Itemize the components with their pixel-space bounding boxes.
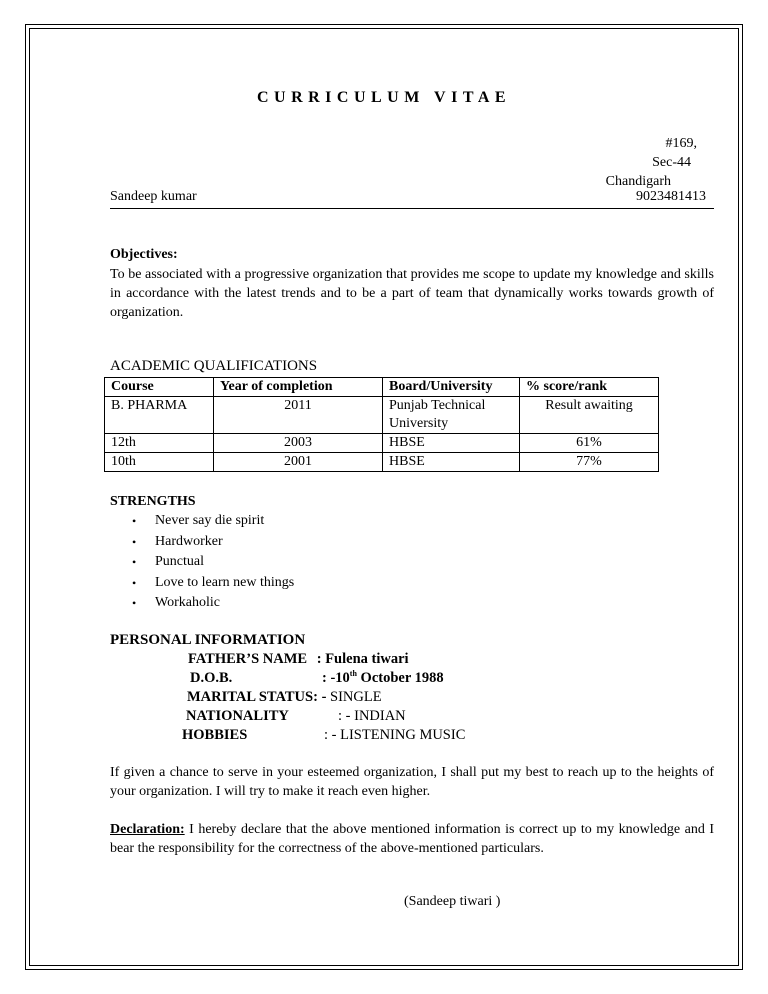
declaration-text: I hereby declare that the above mentioned information is correct up to my knowledge and I bear the responsibility for the correctness of the above-mentioned particulars. bbox=[110, 822, 714, 856]
nationality-value-row: : - INDIAN bbox=[338, 708, 406, 724]
address-line-1: #169, bbox=[665, 136, 697, 151]
table-header-row bbox=[105, 378, 659, 397]
father-row: FATHER’S NAME : Fulena tiwari bbox=[188, 651, 409, 667]
dob-value-row: : -10th October 1988 bbox=[322, 669, 444, 686]
dob-label: D.O.B. bbox=[190, 670, 233, 686]
dob-row bbox=[190, 670, 232, 687]
bullet-icon: • bbox=[132, 514, 137, 528]
table-cell: HBSE bbox=[383, 453, 520, 472]
col-year: Year of completion bbox=[214, 378, 383, 397]
bullet-icon: • bbox=[132, 575, 137, 590]
hobbies-value: LISTENING MUSIC bbox=[340, 727, 466, 743]
marital-label: MARITAL STATUS bbox=[187, 689, 314, 705]
table-row bbox=[105, 397, 659, 434]
list-item: • Punctual bbox=[110, 552, 294, 573]
declaration-paragraph bbox=[110, 820, 714, 858]
dob-value: 10 bbox=[335, 670, 350, 686]
address-line-2: Sec-44 bbox=[652, 155, 691, 170]
table-cell: 61% bbox=[520, 434, 659, 453]
academic-table bbox=[104, 377, 659, 472]
candidate-name: Sandeep kumar bbox=[110, 189, 197, 204]
closing-paragraph: If given a chance to serve in your esteemed organization, I shall put my best to reach up to the heights of your organization. I will try to make it reach even higher. bbox=[110, 765, 714, 799]
table-cell: Result awaiting bbox=[520, 397, 659, 434]
table-cell: 2011 bbox=[214, 397, 383, 434]
list-item: • Hardworker bbox=[110, 532, 294, 553]
personal-heading: PERSONAL INFORMATION bbox=[110, 632, 306, 648]
hobbies-label: HOBBIES bbox=[182, 727, 248, 743]
table-cell: HBSE bbox=[383, 434, 520, 453]
table-row bbox=[105, 453, 659, 472]
marital-row: MARITAL STATUS: - SINGLE bbox=[187, 689, 382, 705]
bullet-icon: • bbox=[132, 534, 137, 549]
strengths-heading: STRENGTHS bbox=[110, 494, 196, 509]
col-course: Course bbox=[105, 378, 214, 397]
table-cell: 12th bbox=[105, 434, 214, 453]
marital-value: SINGLE bbox=[330, 689, 382, 705]
table-cell: 2001 bbox=[214, 453, 383, 472]
name-row bbox=[110, 188, 714, 209]
nationality-label: NATIONALITY bbox=[186, 708, 289, 724]
phone-number: 9023481413 bbox=[636, 189, 706, 204]
bullet-icon: • bbox=[132, 596, 137, 610]
col-board: Board/University bbox=[383, 378, 520, 397]
strengths-list bbox=[110, 511, 294, 614]
hobbies-value-row: : - LISTENING MUSIC bbox=[324, 727, 466, 743]
table-row bbox=[105, 434, 659, 453]
declaration-heading: Declaration: bbox=[110, 822, 185, 837]
col-score: % score/rank bbox=[520, 378, 659, 397]
table-cell: Punjab Technical University bbox=[383, 397, 520, 434]
nationality-value: INDIAN bbox=[354, 708, 406, 724]
list-item: • Never say die spirit bbox=[110, 511, 294, 532]
nationality-row bbox=[186, 708, 289, 725]
table-cell: 2003 bbox=[214, 434, 383, 453]
academic-heading: ACADEMIC QUALIFICATIONS bbox=[110, 358, 318, 374]
signature: (Sandeep tiwari ) bbox=[404, 894, 501, 909]
objectives-text: To be associated with a progressive organization that provides me scope to update my knowledge and skills in accordance with the latest trends and to be a part of team that dynamically works towards growth of organization. bbox=[110, 267, 714, 320]
address-block bbox=[606, 134, 705, 191]
father-label: FATHER’S NAME bbox=[188, 651, 308, 667]
table-cell: 77% bbox=[520, 453, 659, 472]
father-value: Fulena tiwari bbox=[325, 651, 409, 667]
list-item: • Workaholic bbox=[110, 593, 294, 614]
document-title: CURRICULUM VITAE bbox=[256, 89, 512, 106]
table-cell: B. PHARMA bbox=[105, 397, 214, 434]
objectives-heading: Objectives: bbox=[110, 247, 178, 262]
hobbies-row bbox=[182, 727, 247, 744]
address-line-3: Chandigarh bbox=[605, 174, 671, 189]
list-item: • Love to learn new things bbox=[110, 573, 294, 594]
table-cell: 10th bbox=[105, 453, 214, 472]
bullet-icon: • bbox=[132, 555, 137, 569]
